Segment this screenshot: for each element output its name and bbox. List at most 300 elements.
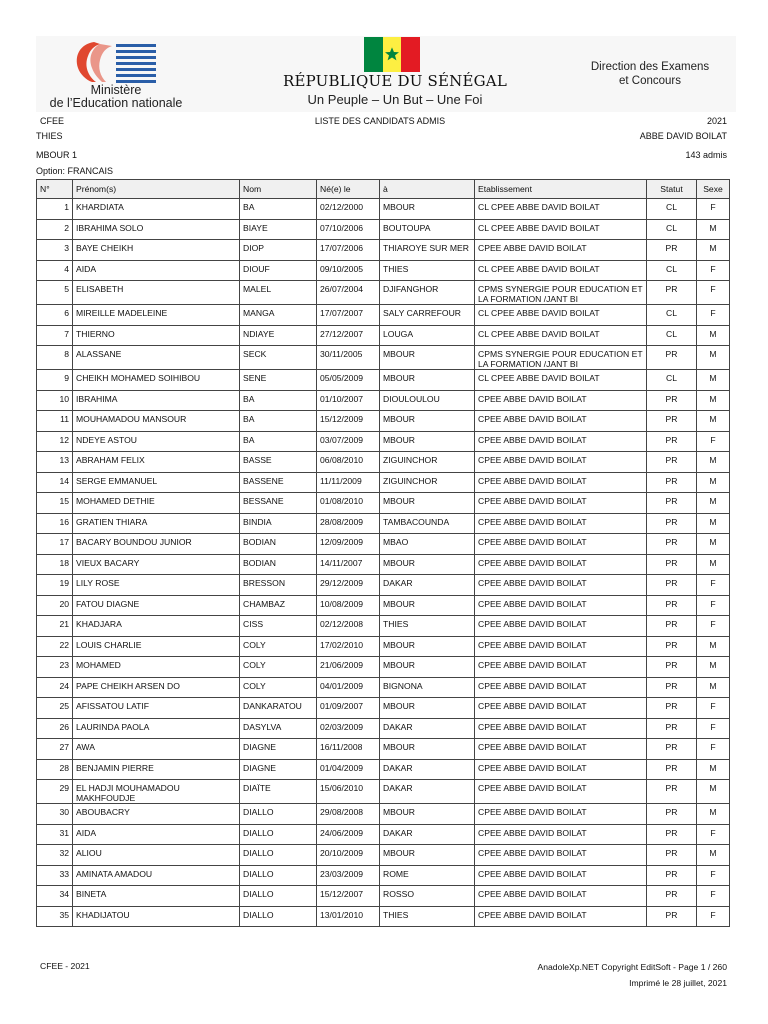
table-row (37, 554, 730, 575)
cell-lastname: BASSE (240, 452, 317, 473)
department-name: MBOUR 1 (36, 150, 78, 160)
cell-birthplace: BIGNONA (380, 677, 475, 698)
cell-birthdate: 10/08/2009 (317, 595, 380, 616)
cell-school: CPEE ABBE DAVID BOILAT (475, 554, 647, 575)
cell-status: PR (647, 698, 697, 719)
table-row (37, 325, 730, 346)
table-row (37, 865, 730, 886)
cell-lastname: BRESSON (240, 575, 317, 596)
cell-birthplace: THIAROYE SUR MER (380, 240, 475, 261)
candidates-table (36, 179, 730, 927)
cell-birthplace: MBOUR (380, 739, 475, 760)
cell-lastname: BIAYE (240, 219, 317, 240)
cell-school: CPEE ABBE DAVID BOILAT (475, 824, 647, 845)
cell-birthdate: 16/11/2008 (317, 739, 380, 760)
cell-lastname: DIOUF (240, 260, 317, 281)
cell-firstname: KHARDIATA (73, 199, 240, 220)
cell-number: 22 (37, 636, 73, 657)
cell-school: CPEE ABBE DAVID BOILAT (475, 886, 647, 907)
col-header-birthplace: à (380, 180, 475, 199)
table-row (37, 804, 730, 825)
cell-birthdate: 27/12/2007 (317, 325, 380, 346)
cell-status: PR (647, 804, 697, 825)
cell-school: CPEE ABBE DAVID BOILAT (475, 677, 647, 698)
table-row (37, 219, 730, 240)
cell-number: 25 (37, 698, 73, 719)
cell-birthdate: 17/07/2007 (317, 305, 380, 326)
cell-school: CPEE ABBE DAVID BOILAT (475, 698, 647, 719)
cell-sex: M (697, 219, 730, 240)
cell-birthplace: THIES (380, 906, 475, 927)
cell-number: 2 (37, 219, 73, 240)
cell-school: CPEE ABBE DAVID BOILAT (475, 513, 647, 534)
cell-birthdate: 29/08/2008 (317, 804, 380, 825)
cell-birthplace: MBOUR (380, 346, 475, 370)
cell-birthdate: 02/12/2008 (317, 616, 380, 637)
cell-number: 15 (37, 493, 73, 514)
cell-status: PR (647, 411, 697, 432)
cell-lastname: BA (240, 411, 317, 432)
cell-sex: M (697, 370, 730, 391)
cell-firstname: MOHAMED (73, 657, 240, 678)
exam-year: 2021 (706, 116, 727, 126)
cell-school: CL CPEE ABBE DAVID BOILAT (475, 325, 647, 346)
cell-sex: F (697, 718, 730, 739)
cell-school: CPEE ABBE DAVID BOILAT (475, 739, 647, 760)
cell-birthplace: MBOUR (380, 845, 475, 866)
cell-sex: F (697, 305, 730, 326)
col-header-lastname: Nom (240, 180, 317, 199)
cell-number: 35 (37, 906, 73, 927)
cell-sex: M (697, 346, 730, 370)
cell-birthdate: 17/02/2010 (317, 636, 380, 657)
table-row (37, 370, 730, 391)
cell-firstname: LILY ROSE (73, 575, 240, 596)
cell-number: 18 (37, 554, 73, 575)
table-row (37, 636, 730, 657)
cell-birthplace: DAKAR (380, 718, 475, 739)
cell-birthdate: 07/10/2006 (317, 219, 380, 240)
cell-birthplace: MBOUR (380, 493, 475, 514)
flag-band-red (401, 37, 420, 72)
cell-firstname: FATOU DIAGNE (73, 595, 240, 616)
cell-lastname: DIALLO (240, 865, 317, 886)
cell-sex: F (697, 616, 730, 637)
cell-firstname: LOUIS CHARLIE (73, 636, 240, 657)
cell-number: 14 (37, 472, 73, 493)
direction-title (570, 60, 730, 88)
cell-birthplace: MBOUR (380, 431, 475, 452)
flag-band-green (364, 37, 383, 72)
cell-birthdate: 03/07/2009 (317, 431, 380, 452)
cell-number: 34 (37, 886, 73, 907)
cell-status: CL (647, 260, 697, 281)
cell-birthdate: 01/09/2007 (317, 698, 380, 719)
direction-line-1: Direction des Examens (590, 61, 710, 73)
cell-school: CL CPEE ABBE DAVID BOILAT (475, 260, 647, 281)
cell-status: PR (647, 636, 697, 657)
cell-sex: M (697, 452, 730, 473)
footer-copyright: AnadoleXp.NET Copyright EditSoft - Page 1 / 260 (537, 962, 727, 972)
cell-birthdate: 30/11/2005 (317, 346, 380, 370)
cell-firstname: ABOUBACRY (73, 804, 240, 825)
cell-number: 16 (37, 513, 73, 534)
cell-birthplace: DAKAR (380, 780, 475, 804)
cell-sex: M (697, 636, 730, 657)
cell-firstname: AFISSATOU LATIF (73, 698, 240, 719)
table-row (37, 780, 730, 804)
cell-sex: M (697, 780, 730, 804)
cell-number: 19 (37, 575, 73, 596)
table-row (37, 305, 730, 326)
cell-lastname: CHAMBAZ (240, 595, 317, 616)
cell-school: CPEE ABBE DAVID BOILAT (475, 804, 647, 825)
cell-school: CPEE ABBE DAVID BOILAT (475, 431, 647, 452)
cell-number: 10 (37, 390, 73, 411)
cell-lastname: BA (240, 431, 317, 452)
table-row (37, 199, 730, 220)
cell-firstname: KHADIJATOU (73, 906, 240, 927)
cell-firstname: BAYE CHEIKH (73, 240, 240, 261)
cell-school: CPEE ABBE DAVID BOILAT (475, 575, 647, 596)
table-row (37, 452, 730, 473)
cell-birthdate: 15/12/2009 (317, 411, 380, 432)
cell-birthplace: MBOUR (380, 804, 475, 825)
cell-birthdate: 26/07/2004 (317, 281, 380, 305)
table-row (37, 575, 730, 596)
cell-number: 24 (37, 677, 73, 698)
table-row (37, 906, 730, 927)
cell-status: CL (647, 199, 697, 220)
cell-status: PR (647, 240, 697, 261)
cell-school: CPEE ABBE DAVID BOILAT (475, 845, 647, 866)
table-row (37, 260, 730, 281)
cell-birthdate: 21/06/2009 (317, 657, 380, 678)
cell-birthplace: THIES (380, 616, 475, 637)
cell-sex: F (697, 281, 730, 305)
cell-sex: F (697, 886, 730, 907)
cell-firstname: MOHAMED DETHIE (73, 493, 240, 514)
cell-number: 9 (37, 370, 73, 391)
cell-number: 5 (37, 281, 73, 305)
cell-sex: M (697, 759, 730, 780)
cell-birthdate: 23/03/2009 (317, 865, 380, 886)
cell-firstname: THIERNO (73, 325, 240, 346)
cell-firstname: AIDA (73, 260, 240, 281)
cell-birthplace: ZIGUINCHOR (380, 472, 475, 493)
cell-firstname: ELISABETH (73, 281, 240, 305)
col-header-status: Statut (647, 180, 697, 199)
col-header-number: N° (37, 180, 73, 199)
table-body (37, 199, 730, 927)
table-row (37, 493, 730, 514)
cell-firstname: AMINATA AMADOU (73, 865, 240, 886)
cell-lastname: SECK (240, 346, 317, 370)
cell-birthdate: 05/05/2009 (317, 370, 380, 391)
cell-lastname: DIAGNE (240, 759, 317, 780)
cell-status: PR (647, 657, 697, 678)
cell-number: 17 (37, 534, 73, 555)
cell-sex: F (697, 906, 730, 927)
cell-firstname: VIEUX BACARY (73, 554, 240, 575)
cell-school: CPEE ABBE DAVID BOILAT (475, 411, 647, 432)
cell-firstname: BINETA (73, 886, 240, 907)
cell-lastname: DIALLO (240, 845, 317, 866)
cell-school: CPMS SYNERGIE POUR EDUCATION ET LA FORMATION /JANT BI (475, 346, 647, 370)
cell-birthdate: 24/06/2009 (317, 824, 380, 845)
cell-number: 21 (37, 616, 73, 637)
cell-number: 3 (37, 240, 73, 261)
cell-firstname: KHADJARA (73, 616, 240, 637)
cell-birthplace: DAKAR (380, 575, 475, 596)
ministry-name-line-1: Ministère (90, 83, 142, 97)
cell-birthdate: 01/10/2007 (317, 390, 380, 411)
table-header-row (37, 180, 730, 199)
cell-birthdate: 13/01/2010 (317, 906, 380, 927)
cell-school: CPEE ABBE DAVID BOILAT (475, 452, 647, 473)
table-row (37, 845, 730, 866)
cell-status: PR (647, 780, 697, 804)
cell-school: CPEE ABBE DAVID BOILAT (475, 718, 647, 739)
col-header-birthdate: Né(e) le (317, 180, 380, 199)
table-row (37, 886, 730, 907)
cell-firstname: BENJAMIN PIERRE (73, 759, 240, 780)
cell-birthdate: 29/12/2009 (317, 575, 380, 596)
cell-lastname: MANGA (240, 305, 317, 326)
cell-birthplace: MBOUR (380, 698, 475, 719)
table-row (37, 411, 730, 432)
cell-firstname: SERGE EMMANUEL (73, 472, 240, 493)
cell-birthdate: 15/12/2007 (317, 886, 380, 907)
cell-birthdate: 15/06/2010 (317, 780, 380, 804)
cell-school: CPEE ABBE DAVID BOILAT (475, 595, 647, 616)
cell-sex: M (697, 240, 730, 261)
cell-status: PR (647, 452, 697, 473)
cell-firstname: IBRAHIMA SOLO (73, 219, 240, 240)
national-motto: Un Peuple – Un But – Une Foi (307, 92, 483, 107)
col-header-firstname: Prénom(s) (73, 180, 240, 199)
cell-sex: M (697, 493, 730, 514)
cell-firstname: IBRAHIMA (73, 390, 240, 411)
table-row (37, 595, 730, 616)
cell-school: CPEE ABBE DAVID BOILAT (475, 493, 647, 514)
table-row (37, 534, 730, 555)
cell-school: CPMS SYNERGIE POUR EDUCATION ET LA FORMATION /JANT BI (475, 281, 647, 305)
cell-birthplace: ZIGUINCHOR (380, 452, 475, 473)
cell-status: PR (647, 865, 697, 886)
cell-birthplace: MBOUR (380, 636, 475, 657)
cell-sex: F (697, 698, 730, 719)
cell-sex: F (697, 595, 730, 616)
cell-lastname: SENE (240, 370, 317, 391)
cell-firstname: AWA (73, 739, 240, 760)
cell-firstname: EL HADJI MOUHAMADOU MAKHFOUDJE (73, 780, 240, 804)
cell-birthplace: TAMBACOUNDA (380, 513, 475, 534)
cell-sex: M (697, 657, 730, 678)
cell-firstname: NDEYE ASTOU (73, 431, 240, 452)
cell-birthplace: DIOULOULOU (380, 390, 475, 411)
cell-school: CL CPEE ABBE DAVID BOILAT (475, 370, 647, 391)
cell-sex: M (697, 804, 730, 825)
cell-birthplace: BOUTOUPA (380, 219, 475, 240)
cell-number: 7 (37, 325, 73, 346)
cell-number: 4 (37, 260, 73, 281)
cell-number: 20 (37, 595, 73, 616)
cell-school: CPEE ABBE DAVID BOILAT (475, 906, 647, 927)
cell-number: 33 (37, 865, 73, 886)
cell-birthplace: ROME (380, 865, 475, 886)
direction-line-2: et Concours (618, 75, 681, 87)
cell-firstname: LAURINDA PAOLA (73, 718, 240, 739)
cell-sex: F (697, 199, 730, 220)
cell-birthplace: ROSSO (380, 886, 475, 907)
cell-number: 13 (37, 452, 73, 473)
cell-birthdate: 02/12/2000 (317, 199, 380, 220)
cell-status: CL (647, 325, 697, 346)
cell-status: PR (647, 739, 697, 760)
cell-status: PR (647, 534, 697, 555)
admitted-count: 143 admis (685, 150, 727, 160)
cell-school: CL CPEE ABBE DAVID BOILAT (475, 199, 647, 220)
cell-number: 11 (37, 411, 73, 432)
cell-sex: F (697, 575, 730, 596)
cell-sex: F (697, 824, 730, 845)
cell-birthplace: MBOUR (380, 199, 475, 220)
cell-school: CPEE ABBE DAVID BOILAT (475, 759, 647, 780)
cell-status: PR (647, 431, 697, 452)
cell-sex: F (697, 865, 730, 886)
table-row (37, 759, 730, 780)
cell-birthplace: SALY CARREFOUR (380, 305, 475, 326)
cell-birthdate: 11/11/2009 (317, 472, 380, 493)
cell-lastname: DIALLO (240, 906, 317, 927)
col-header-sex: Sexe (697, 180, 730, 199)
cell-birthdate: 12/09/2009 (317, 534, 380, 555)
cell-birthplace: DJIFANGHOR (380, 281, 475, 305)
cell-status: PR (647, 346, 697, 370)
cell-sex: M (697, 325, 730, 346)
cell-school: CPEE ABBE DAVID BOILAT (475, 636, 647, 657)
footer-left: CFEE - 2021 (40, 961, 90, 971)
cell-firstname: AIDA (73, 824, 240, 845)
cell-birthdate: 04/01/2009 (317, 677, 380, 698)
cell-birthdate: 14/11/2007 (317, 554, 380, 575)
table-row (37, 824, 730, 845)
cell-number: 26 (37, 718, 73, 739)
cell-lastname: MALEL (240, 281, 317, 305)
cell-school: CPEE ABBE DAVID BOILAT (475, 390, 647, 411)
cell-status: PR (647, 759, 697, 780)
cell-lastname: DIALLO (240, 886, 317, 907)
cell-birthplace: THIES (380, 260, 475, 281)
cell-status: PR (647, 824, 697, 845)
cell-birthplace: MBOUR (380, 595, 475, 616)
cell-firstname: ABRAHAM FELIX (73, 452, 240, 473)
cell-sex: M (697, 513, 730, 534)
cell-sex: F (697, 739, 730, 760)
cell-birthplace: DAKAR (380, 759, 475, 780)
cell-birthplace: MBAO (380, 534, 475, 555)
cell-number: 6 (37, 305, 73, 326)
cell-firstname: GRATIEN THIARA (73, 513, 240, 534)
cell-lastname: BODIAN (240, 534, 317, 555)
cell-status: PR (647, 906, 697, 927)
cell-lastname: DIALLO (240, 804, 317, 825)
cell-birthplace: MBOUR (380, 370, 475, 391)
cell-number: 32 (37, 845, 73, 866)
senegal-flag-icon (364, 37, 420, 72)
ministry-name-line-2: de l’Education nationale (49, 96, 183, 110)
footer-printed-date: Imprimé le 28 juillet, 2021 (629, 978, 727, 988)
table-row (37, 513, 730, 534)
table-row (37, 472, 730, 493)
cell-sex: M (697, 554, 730, 575)
cell-birthplace: MBOUR (380, 411, 475, 432)
table-row (37, 240, 730, 261)
cell-lastname: COLY (240, 657, 317, 678)
cell-status: PR (647, 677, 697, 698)
cell-lastname: COLY (240, 677, 317, 698)
cell-birthdate: 28/08/2009 (317, 513, 380, 534)
region-name: THIES (36, 131, 63, 141)
cell-school: CPEE ABBE DAVID BOILAT (475, 240, 647, 261)
cell-status: PR (647, 886, 697, 907)
cell-status: PR (647, 616, 697, 637)
cell-lastname: NDIAYE (240, 325, 317, 346)
cell-number: 27 (37, 739, 73, 760)
cell-status: PR (647, 845, 697, 866)
cell-lastname: DIAGNE (240, 739, 317, 760)
cell-school: CL CPEE ABBE DAVID BOILAT (475, 219, 647, 240)
cell-lastname: BESSANE (240, 493, 317, 514)
cell-school: CPEE ABBE DAVID BOILAT (475, 865, 647, 886)
col-header-school: Etablissement (475, 180, 647, 199)
cell-birthdate: 01/08/2010 (317, 493, 380, 514)
cell-sex: M (697, 411, 730, 432)
cell-status: PR (647, 595, 697, 616)
cell-firstname: CHEIKH MOHAMED SOIHIBOU (73, 370, 240, 391)
cell-number: 12 (37, 431, 73, 452)
cell-firstname: MIREILLE MADELEINE (73, 305, 240, 326)
cell-school: CL CPEE ABBE DAVID BOILAT (475, 305, 647, 326)
cell-sex: M (697, 390, 730, 411)
cell-birthdate: 17/07/2006 (317, 240, 380, 261)
cell-lastname: DIOP (240, 240, 317, 261)
cell-birthplace: DAKAR (380, 824, 475, 845)
cell-number: 23 (37, 657, 73, 678)
table-row (37, 739, 730, 760)
cell-status: CL (647, 370, 697, 391)
table-row (37, 346, 730, 370)
cell-firstname: BACARY BOUNDOU JUNIOR (73, 534, 240, 555)
cell-status: PR (647, 281, 697, 305)
cell-firstname: ALASSANE (73, 346, 240, 370)
cell-lastname: CISS (240, 616, 317, 637)
table-row (37, 677, 730, 698)
cell-number: 8 (37, 346, 73, 370)
cell-birthdate: 09/10/2005 (317, 260, 380, 281)
cell-sex: F (697, 260, 730, 281)
republic-title: RÉPUBLIQUE DU SÉNÉGAL (283, 72, 507, 90)
cell-lastname: DIAÏTE (240, 780, 317, 804)
table-row (37, 657, 730, 678)
cell-birthplace: MBOUR (380, 657, 475, 678)
cell-status: PR (647, 493, 697, 514)
table-row (37, 390, 730, 411)
cell-school: CPEE ABBE DAVID BOILAT (475, 472, 647, 493)
ministry-name (36, 84, 196, 110)
cell-lastname: COLY (240, 636, 317, 657)
